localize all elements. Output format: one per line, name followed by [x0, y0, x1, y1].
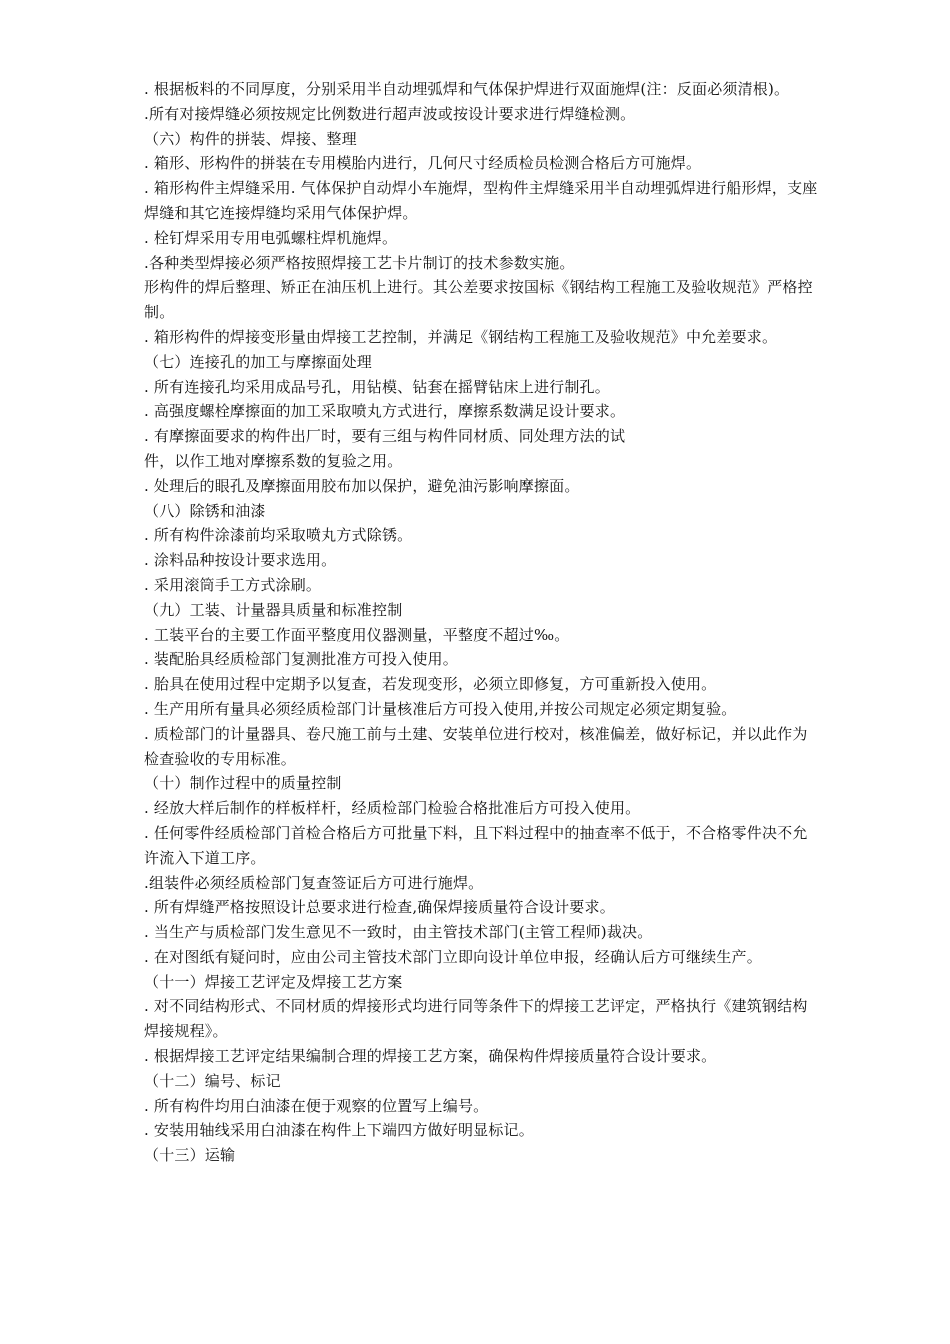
paragraph-line: . 所有构件均用白油漆在便于观察的位置写上编号。 — [144, 1096, 489, 1115]
paragraph-line: . 当生产与质检部门发生意见不一致时，由主管技术部门(主管工程师)裁决。 — [144, 923, 653, 942]
paragraph-line: . 生产用所有量具必须经质检部门计量核准后方可投入使用,并按公司规定必须定期复验。 — [144, 699, 737, 718]
document-body — [144, 77, 819, 1168]
paragraph-line: . 所有构件涂漆前均采取喷丸方式除锈。 — [144, 526, 413, 545]
paragraph-line: .各种类型焊接必须严格按照焊接工艺卡片制订的技术参数实施。 — [144, 253, 575, 272]
paragraph-line: 形构件的焊后整理、矫正在油压机上进行。其公差要求按国标《钢结构工程施工及验收规范》严格控制。 — [144, 278, 813, 322]
paragraph-line: .组装件必须经质检部门复查签证后方可进行施焊。 — [144, 873, 484, 892]
paragraph-line: . 栓钉焊采用专用电弧螺柱焊机施焊。 — [144, 228, 398, 247]
paragraph-line: . 安装用轴线采用白油漆在构件上下端四方做好明显标记。 — [144, 1121, 534, 1140]
paragraph-line: . 所有连接孔均采用成品号孔，用钻模、钻套在摇臂钻床上进行制孔。 — [144, 377, 610, 396]
paragraph-line: . 涂料品种按设计要求选用。 — [144, 551, 337, 570]
paragraph-line: . 箱形构件的焊接变形量由焊接工艺控制，并满足《钢结构工程施工及验收规范》中允差要求。 — [144, 327, 778, 346]
paragraph-line: . 处理后的眼孔及摩擦面用胶布加以保护，避免油污影响摩擦面。 — [144, 476, 580, 495]
paragraph-line: . 对不同结构形式、不同材质的焊接形式均进行同等条件下的焊接工艺评定，严格执行《建筑钢结构焊接规程》。 — [144, 997, 808, 1041]
paragraph-line: . 工装平台的主要工作面平整度用仪器测量，平整度不超过‰。 — [144, 625, 570, 644]
paragraph-line: . 有摩擦面要求的构件出厂时，要有三组与构件同材质、同处理方法的试 — [144, 427, 626, 446]
paragraph-line: . 采用滚筒手工方式涂刷。 — [144, 575, 322, 594]
paragraph-line: . 根据焊接工艺评定结果编制合理的焊接工艺方案，确保构件焊接质量符合设计要求。 — [144, 1047, 717, 1066]
paragraph-line: . 质检部门的计量器具、卷尺施工前与土建、安装单位进行校对，核准偏差，做好标记，并以此作为检查验收的专用标准。 — [144, 724, 808, 768]
section-heading: （十三）运输 — [144, 1146, 236, 1165]
section-heading: （十）制作过程中的质量控制 — [144, 774, 342, 793]
section-heading: （六）构件的拼装、焊接、整理 — [144, 129, 357, 148]
paragraph-line: .所有对接焊缝必须按规定比例数进行超声波或按设计要求进行焊缝检测。 — [144, 104, 636, 123]
paragraph-line: . 在对图纸有疑问时，应由公司主管技术部门立即向设计单位申报，经确认后方可继续生产。 — [144, 947, 762, 966]
paragraph-line: . 箱形、形构件的拼装在专用模胎内进行，几何尺寸经质检员检测合格后方可施焊。 — [144, 154, 702, 173]
paragraph-line: . 经放大样后制作的样板样杆，经质检部门检验合格批准后方可投入使用。 — [144, 799, 641, 818]
paragraph-line: . 装配胎具经质检部门复测批准方可投入使用。 — [144, 650, 458, 669]
section-heading: （九）工装、计量器具质量和标准控制 — [144, 600, 403, 619]
paragraph-line: . 根据板料的不同厚度，分别采用半自动埋弧焊和气体保护焊进行双面施焊(注：反面必须清根)。 — [144, 80, 790, 98]
paragraph-line: . 胎具在使用过程中定期予以复查，若发现变形，必须立即修复，方可重新投入使用。 — [144, 675, 717, 694]
paragraph-line: . 任何零件经质检部门首检合格后方可批量下料，且下料过程中的抽查率不低于，不合格零件决不允许流入下道工序。 — [144, 823, 808, 867]
section-heading: （八）除锈和油漆 — [144, 501, 266, 520]
section-heading: （十一）焊接工艺评定及焊接工艺方案 — [144, 972, 403, 991]
section-heading: （十二）编号、标记 — [144, 1071, 281, 1090]
section-heading: （七）连接孔的加工与摩擦面处理 — [144, 352, 373, 371]
paragraph-line: 件，以作工地对摩擦系数的复验之用。 — [144, 451, 403, 470]
paragraph-line: . 箱形构件主焊缝采用. 气体保护自动焊小车施焊，型构件主焊缝采用半自动埋弧焊进行船形焊，支座焊缝和其它连接焊缝均采用气体保护焊。 — [144, 179, 818, 222]
paragraph-line: . 高强度螺栓摩擦面的加工采取喷丸方式进行，摩擦系数满足设计要求。 — [144, 402, 626, 421]
paragraph-line: . 所有焊缝严格按照设计总要求进行检查,确保焊接质量符合设计要求。 — [144, 898, 615, 917]
